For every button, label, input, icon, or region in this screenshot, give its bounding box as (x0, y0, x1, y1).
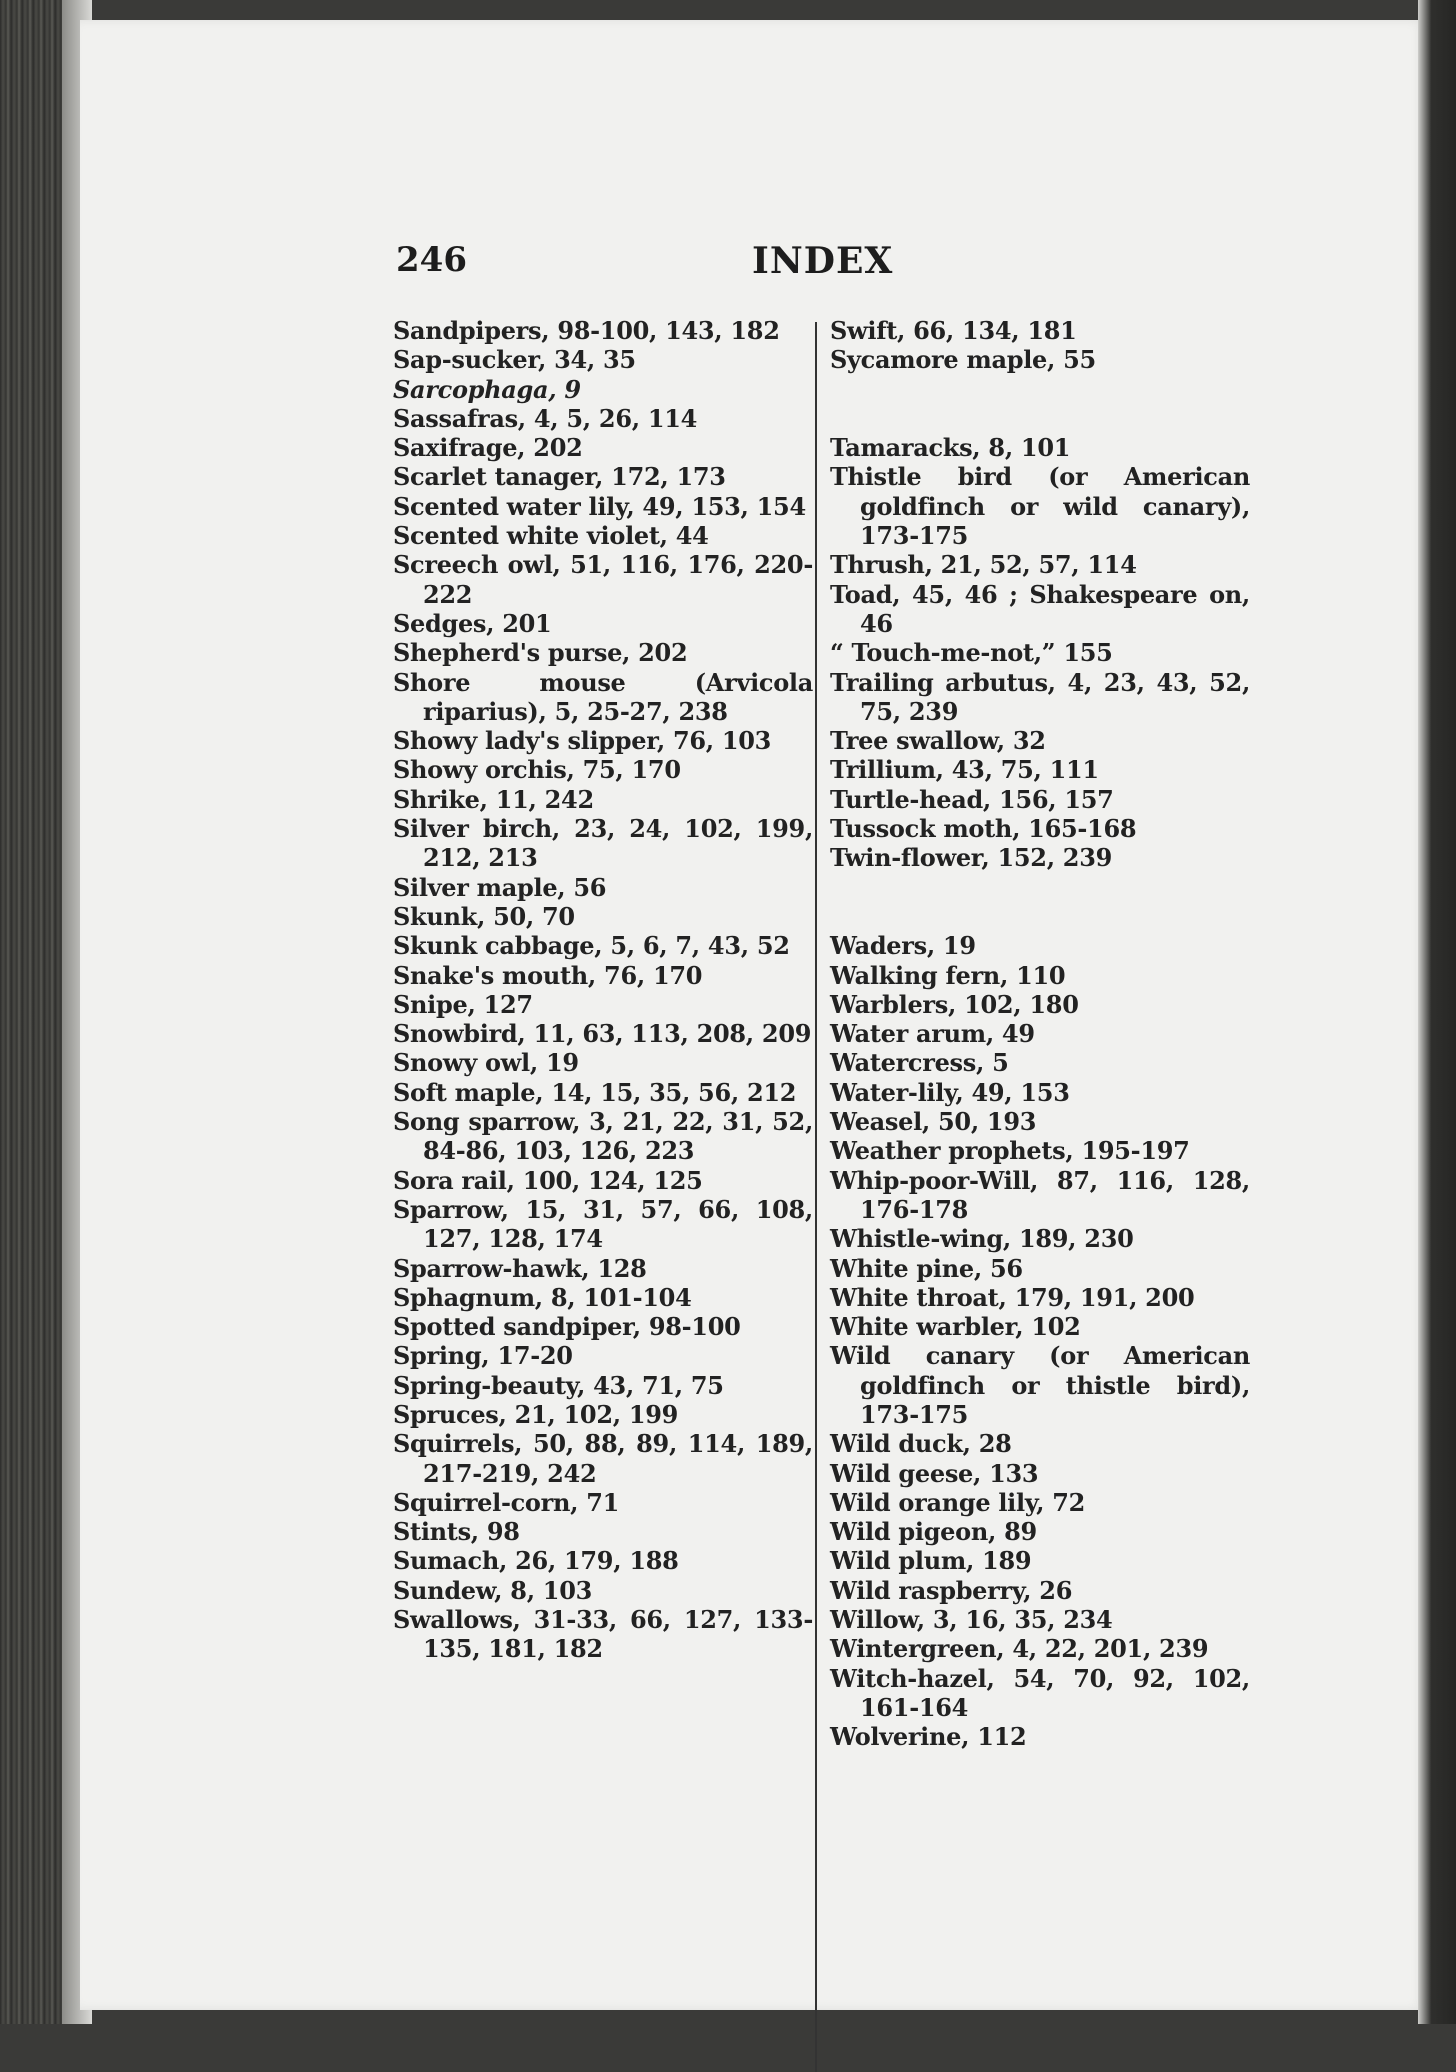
index-entry: Water-lily, 49, 153 (830, 1077, 1070, 1107)
index-entry: Skunk, 50, 70 (393, 901, 575, 931)
index-entry: Scarlet tanager, 172, 173 (393, 462, 726, 492)
index-entry: Swallows, 31-33, 66, 127, 133-135, 181, 182 (393, 1605, 813, 1664)
page-right-edge (1418, 0, 1456, 2024)
index-entry: Shrike, 11, 242 (393, 784, 594, 814)
index-entry: Warblers, 102, 180 (830, 989, 1079, 1019)
index-entry: Sparrow, 15, 31, 57, 66, 108, 127, 128, 174 (393, 1194, 813, 1254)
index-entry: Wild geese, 133 (830, 1458, 1039, 1488)
index-entry: Sap-sucker, 34, 35 (393, 345, 636, 375)
letter-section-gap (830, 375, 1250, 404)
index-entry: Witch-hazel, 54, 70, 92, 102, 161-164 (830, 1663, 1250, 1722)
index-entry: Thrush, 21, 52, 57, 114 (830, 550, 1137, 580)
page-number: 246 (396, 240, 467, 280)
index-entry: Wolverine, 112 (830, 1722, 1027, 1752)
index-column-right (830, 316, 1250, 1752)
index-entry: Wild duck, 28 (830, 1429, 1012, 1459)
letter-section-gap (830, 404, 1250, 433)
index-entry: Toad, 45, 46 ; Shakespeare on, 46 (830, 579, 1250, 638)
index-entry: Skunk cabbage, 5, 6, 7, 43, 52 (393, 931, 790, 961)
index-entry: White pine, 56 (830, 1253, 1023, 1283)
index-entry: Stints, 98 (393, 1517, 520, 1547)
index-entry: Sundew, 8, 103 (393, 1575, 593, 1605)
index-entry: White warbler, 102 (830, 1312, 1081, 1342)
index-entry: Sphagnum, 8, 101-104 (393, 1282, 692, 1312)
index-entry: Shore mouse (Arvicola riparius), 5, 25-27, 238 (393, 667, 813, 726)
index-entry: Wild pigeon, 89 (830, 1517, 1037, 1547)
index-entry: Showy orchis, 75, 170 (393, 755, 681, 785)
index-column-left (393, 316, 813, 1664)
index-entry: Trillium, 43, 75, 111 (830, 755, 1099, 785)
column-divider (815, 322, 817, 2072)
index-entry: Walking fern, 110 (830, 960, 1066, 990)
running-title: INDEX (752, 240, 894, 282)
index-entry: Wintergreen, 4, 22, 201, 239 (830, 1634, 1209, 1664)
index-entry: Squirrel-corn, 71 (393, 1487, 620, 1517)
index-entry: Sassafras, 4, 5, 26, 114 (393, 403, 698, 433)
index-entry: Weasel, 50, 193 (830, 1107, 1037, 1137)
index-entry: Song sparrow, 3, 21, 22, 31, 52, 84-86, 103, 126, 223 (393, 1107, 813, 1166)
index-entry: Tussock moth, 165-168 (830, 814, 1137, 844)
index-entry: Spruces, 21, 102, 199 (393, 1399, 679, 1429)
index-entry: Snowbird, 11, 63, 113, 208, 209 (393, 1019, 812, 1049)
index-entry: Whistle-wing, 189, 230 (830, 1224, 1134, 1254)
index-entry: Showy lady's slipper, 76, 103 (393, 726, 772, 756)
index-entry: Thistle bird (or American goldfinch or wild canary), 173-175 (830, 462, 1250, 551)
index-entry: Sumach, 26, 179, 188 (393, 1546, 679, 1576)
index-entry: Weather prophets, 195-197 (830, 1136, 1190, 1166)
index-entry: Watercress, 5 (830, 1048, 1009, 1078)
index-entry: Snipe, 127 (393, 989, 533, 1019)
index-entry: Spring-beauty, 43, 71, 75 (393, 1370, 724, 1400)
index-entry: Scented white violet, 44 (393, 521, 709, 551)
index-entry: Twin-flower, 152, 239 (830, 843, 1113, 873)
index-entry: Waders, 19 (830, 931, 976, 961)
index-entry: Saxifrage, 202 (393, 433, 583, 463)
index-entry: Scented water lily, 49, 153, 154 (393, 491, 806, 521)
index-entry: “ Touch-me-not,” 155 (830, 638, 1113, 668)
index-entry: Wild orange lily, 72 (830, 1487, 1086, 1517)
index-entry: Silver maple, 56 (393, 872, 607, 902)
index-entry: White throat, 179, 191, 200 (830, 1282, 1195, 1312)
index-entry: Sedges, 201 (393, 608, 552, 638)
index-entry: Willow, 3, 16, 35, 234 (830, 1605, 1113, 1635)
index-entry: Sarcophaga, 9 (393, 374, 581, 404)
index-entry: Turtle-head, 156, 157 (830, 784, 1114, 814)
index-entry: Screech owl, 51, 116, 176, 220-222 (393, 550, 813, 609)
index-entry: Spotted sandpiper, 98-100 (393, 1312, 741, 1342)
index-entry: Snowy owl, 19 (393, 1048, 579, 1078)
index-entry: Spring, 17-20 (393, 1341, 573, 1371)
index-entry: Wild plum, 189 (830, 1546, 1032, 1576)
index-entry: Squirrels, 50, 88, 89, 114, 189, 217-219, 242 (393, 1429, 813, 1488)
index-entry: Water arum, 49 (830, 1019, 1035, 1049)
index-entry: Snake's mouth, 76, 170 (393, 960, 703, 990)
index-entry: Tree swallow, 32 (830, 726, 1046, 756)
letter-section-gap (830, 902, 1250, 931)
letter-section-gap (830, 873, 1250, 902)
index-entry: Sandpipers, 98-100, 143, 182 (393, 316, 780, 345)
index-entry: Wild canary (or American goldfinch or thistle bird), 173-175 (830, 1341, 1250, 1429)
index-entry: Sparrow-hawk, 128 (393, 1253, 647, 1283)
index-entry: Shepherd's purse, 202 (393, 638, 688, 668)
page-header (396, 240, 894, 282)
index-entry: Sycamore maple, 55 (830, 345, 1096, 375)
index-entry: Sora rail, 100, 124, 125 (393, 1165, 703, 1195)
index-entry: Trailing arbutus, 4, 23, 43, 52, 75, 239 (830, 667, 1250, 726)
index-entry: Soft maple, 14, 15, 35, 56, 212 (393, 1077, 797, 1107)
index-entry: Silver birch, 23, 24, 102, 199, 212, 213 (393, 814, 813, 873)
book-spine (0, 0, 62, 2024)
index-entry: Wild raspberry, 26 (830, 1575, 1073, 1605)
index-entry: Whip-poor-Will, 87, 116, 128, 176-178 (830, 1165, 1250, 1224)
index-entry: Tamaracks, 8, 101 (830, 433, 1071, 463)
index-entry: Swift, 66, 134, 181 (830, 316, 1077, 345)
